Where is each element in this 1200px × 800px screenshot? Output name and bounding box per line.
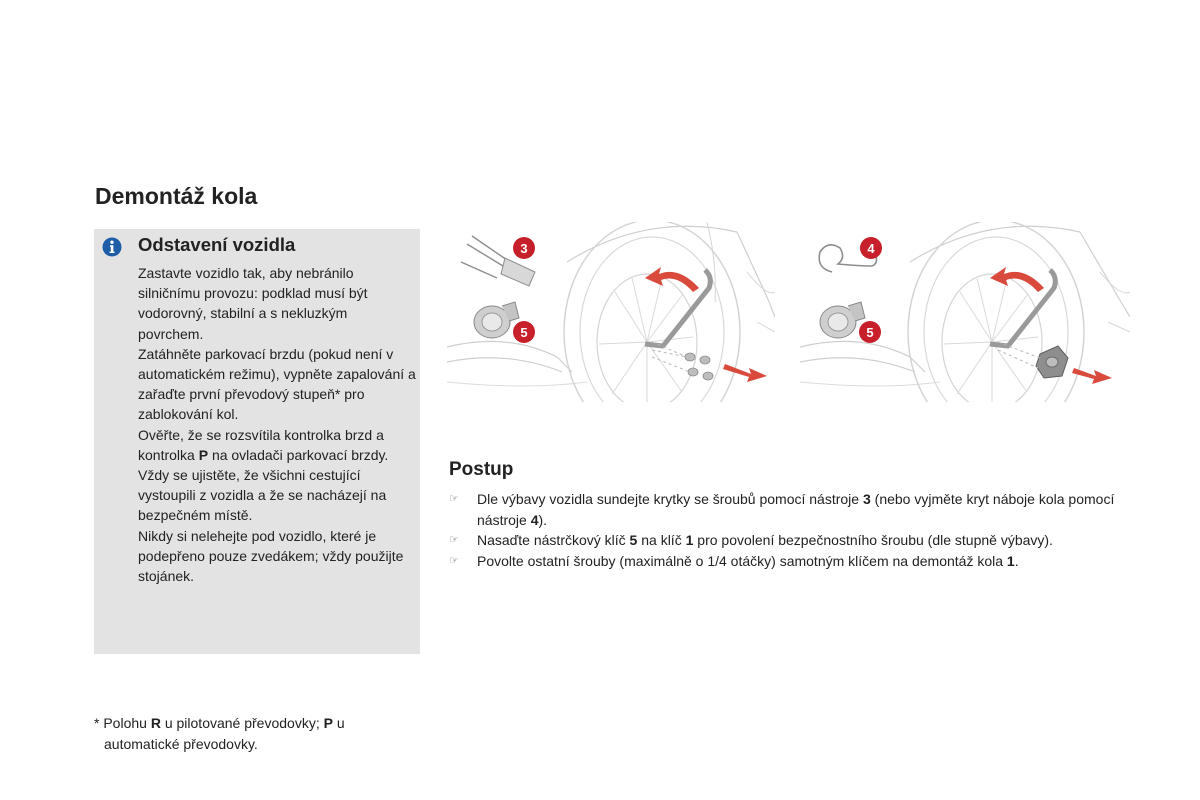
info-heading: Odstavení vozidla (138, 234, 296, 255)
info-paragraph: Zatáhněte parkovací brzdu (pokud není v automatickém režimu), vypněte zapalování a zařaďte první převodový stupeň* pro zablokování kol. (138, 345, 416, 423)
info-box (94, 229, 420, 654)
info-paragraph: Ověřte, že se rozsvítila kontrolka brzd a kontrolka P na ovladači parkovací brzdy. (138, 426, 389, 463)
procedure-step: ☞ Povolte ostatní šrouby (maximálně o 1/4 otáčky) samotným klíčem na demontáž kola 1. (449, 551, 1149, 572)
page-title: Demontáž kola (95, 183, 258, 209)
info-text (138, 263, 416, 586)
procedure-step: ☞ Dle výbavy vozidla sundejte krytky se šroubů pomocí nástroje 3 (nebo vyjměte kryt náboje kola pomocí nástroje 4). (449, 491, 1115, 528)
procedure-step: ☞ Nasaďte nástrčkový klíč 5 na klíč 1 pro povolení bezpečnostního šroubu (dle stupně výbavy). (449, 530, 1149, 551)
pointing-hand-icon: ☞ (449, 534, 459, 546)
pointing-hand-icon: ☞ (449, 493, 459, 505)
info-paragraph: Vždy se ujistěte, že všichni cestující vystoupili z vozidla a že se nacházejí na bezpečném místě. (138, 467, 387, 524)
procedure-steps (449, 489, 1149, 571)
procedure-heading: Postup (449, 459, 514, 480)
footnote: * Polohu R u pilotované převodovky; P u automatické převodovky. (94, 715, 345, 752)
info-icon (102, 237, 122, 257)
pointing-hand-icon: ☞ (449, 554, 459, 567)
callout-5: 5 (520, 325, 528, 340)
callout-3: 3 (520, 241, 528, 256)
callout-4: 4 (867, 241, 875, 256)
wheel-removal-illustration-left (447, 222, 775, 402)
info-paragraph: Zastavte vozidlo tak, aby nebránilo silničnímu provozu: podklad musí být vodorovný, stabilní a s nekluzkým povrchem. (138, 265, 368, 342)
wheel-removal-illustration-right (800, 222, 1130, 402)
info-paragraph: Nikdy si nelehejte pod vozidlo, které je podepřeno pouze zvedákem; vždy použijte stojánek. (138, 527, 404, 585)
callout-5: 5 (866, 325, 874, 340)
